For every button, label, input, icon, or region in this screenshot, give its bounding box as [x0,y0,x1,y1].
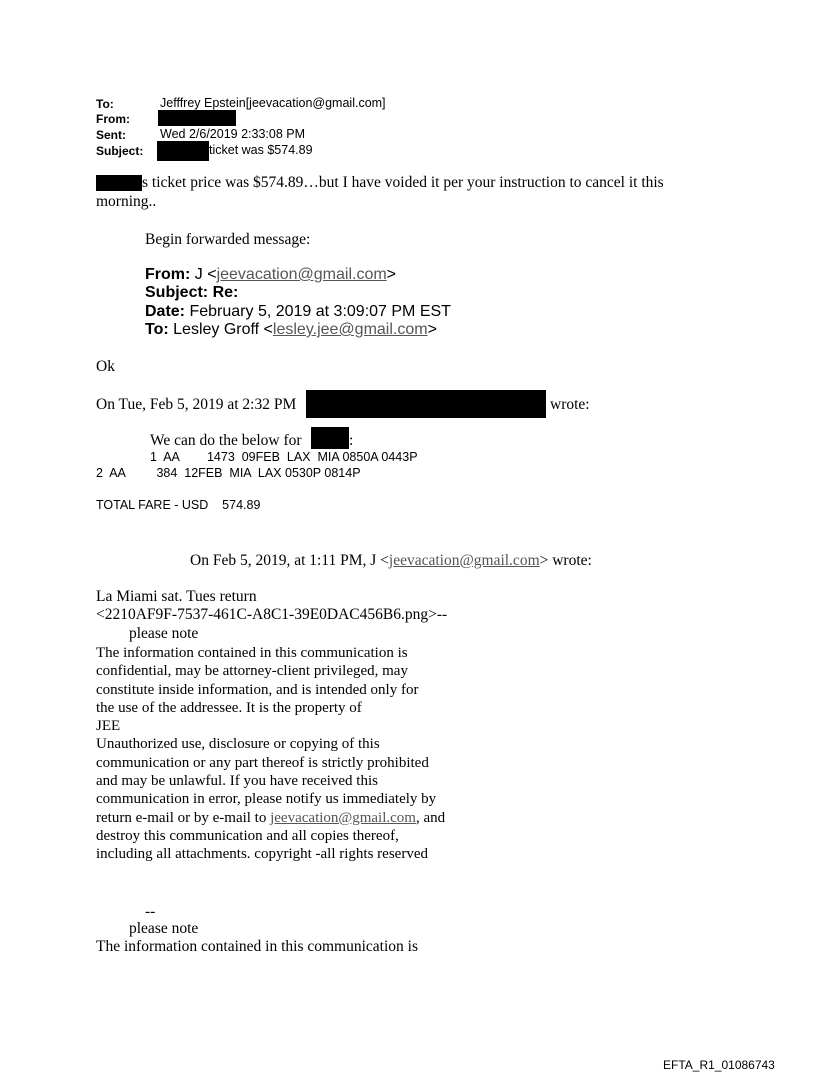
forwarded-subject-value: Re: [212,284,239,301]
itinerary-segment-1: 1 AA 1473 09FEB LAX MIA 0850A 0443P [150,450,418,464]
original-on-line-prefix: On Feb 5, 2019, at 1:11 PM, J < [190,552,389,569]
disclaimer-line: confidential, may be attorney-client privileged, may [96,663,408,680]
disclaimer [96,644,445,864]
trailer-info: The information contained in this communication is [96,938,418,955]
subject-value: ticket was $574.89 [209,143,313,157]
redaction-box [311,427,349,449]
signature-dashes: -- [145,903,156,920]
forwarded-from-name: J < [194,266,217,283]
itinerary-total: TOTAL FARE - USD 574.89 [96,498,261,512]
reply-on-line-suffix: wrote: [550,396,590,413]
reply-ok: Ok [96,358,115,375]
reply-on-line-prefix: On Tue, Feb 5, 2019 at 2:32 PM [96,396,297,413]
body-line-2: morning.. [96,193,157,210]
to-label: To: [96,97,114,111]
original-message: La Miami sat. Tues return [96,588,257,605]
disclaimer-email-link[interactable]: jeevacation@gmail.com [270,809,416,826]
disclaimer-line: communication in error, please notify us immediately by [96,791,437,808]
disclaimer-line: destroy this communication and all copies thereof, [96,827,399,844]
please-note: please note [129,625,199,642]
disclaimer-line: JEE [96,718,121,735]
body-line-1: s ticket price was $574.89…but I have voided it per your instruction to cancel it this [142,174,664,191]
redaction-box [96,175,142,191]
disclaimer-line: the use of the addressee. It is the property of [96,699,362,716]
forwarded-from-close: > [386,266,397,283]
itinerary-segment-2: 2 AA 384 12FEB MIA LAX 0530P 0814P [96,466,361,480]
disclaimer-line-suffix: , and [415,809,446,826]
disclaimer-line: The information contained in this communication is [96,645,408,661]
disclaimer-line [96,809,445,827]
forwarded-to-close: > [427,321,437,338]
to-value: Jefffrey Epstein[jeevacation@gmail.com] [160,96,386,110]
disclaimer-line: communication or any part thereof is strictly prohibited [96,754,429,771]
trailer-please-note: please note [129,920,199,937]
forwarded-to-name: Lesley Groff < [173,321,273,338]
original-on-line [190,552,592,570]
disclaimer-line: Unauthorized use, disclosure or copying of this [96,736,380,753]
forwarded-subject-label: Subject: [145,284,209,301]
redaction-box [306,390,546,418]
disclaimer-line: constitute inside information, and is intended only for [96,681,419,698]
original-on-line-suffix: > wrote: [539,552,592,569]
sent-value: Wed 2/6/2019 2:33:08 PM [160,127,306,141]
forwarded-to-label: To: [145,321,169,338]
sent-label: Sent: [96,128,126,142]
original-email-link[interactable]: jeevacation@gmail.com [388,552,540,569]
disclaimer-line-prefix: return e-mail or by e-mail to [96,809,271,826]
redaction-box [158,110,236,126]
itinerary-intro: We can do the below for [150,432,302,449]
forwarded-date-value: February 5, 2019 at 3:09:07 PM EST [189,303,451,320]
document-id: EFTA_R1_01086743 [663,1058,775,1072]
redaction-box [157,141,209,161]
disclaimer-line: including all attachments. copyright -all rights reserved [96,846,428,863]
forwarded-to-email-link[interactable]: lesley.jee@gmail.com [272,321,428,338]
subject-label: Subject: [96,144,144,158]
forwarded-intro: Begin forwarded message: [145,231,311,248]
itinerary-intro-suffix: : [349,432,354,449]
forwarded-from-email-link[interactable]: jeevacation@gmail.com [216,266,387,283]
disclaimer-line: and may be unlawful. If you have received this [96,773,378,790]
forwarded-from-line [145,266,396,284]
forwarded-to-line [145,321,437,339]
attachment-reference: <2210AF9F-7537-461C-A8C1-39E0DAC456B6.png>-- [96,606,448,623]
forwarded-date-label: Date: [145,303,186,320]
from-label: From: [96,112,130,126]
forwarded-date-line [145,303,451,321]
forwarded-subject-line [145,284,238,302]
forwarded-from-label: From: [145,266,191,283]
